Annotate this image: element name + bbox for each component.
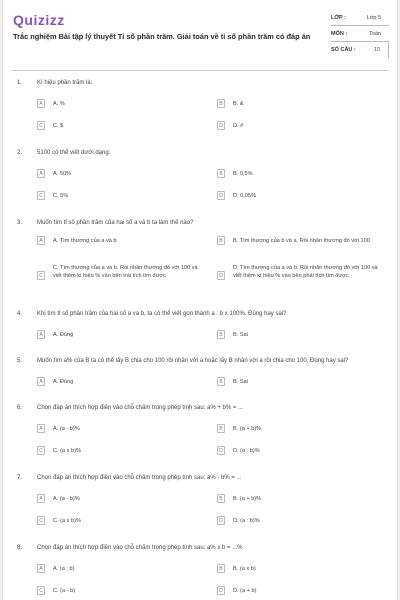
question-number: 8. <box>17 545 23 551</box>
option-letter-box[interactable]: D <box>217 586 225 595</box>
question-text: Muốn tìm a% của B ta có thể lấy B chia cho 100 rồi nhân với a hoặc lấy B nhân với a rồi chia cho 100. Đúng hay sai? <box>37 358 349 364</box>
option-letter-box[interactable]: B <box>217 564 225 573</box>
option-text: C. $ <box>53 123 64 129</box>
option-text: C. Tìm thương của a và b. Rồi nhân thương đó với 100 và viết thêm kí hiệu % vào bên trái tích tìm được <box>53 265 198 279</box>
option-text: A. (a - b)% <box>53 496 80 502</box>
question-number: 3. <box>17 220 23 226</box>
option-text: A. Đúng <box>53 332 74 338</box>
option-text: B. & <box>233 101 244 107</box>
option-letter-box[interactable]: A <box>37 564 45 573</box>
option-letter-box[interactable]: B <box>217 494 225 503</box>
option-text: B. 0,5% <box>233 171 253 177</box>
meta-row-count <box>331 42 389 58</box>
meta-box <box>331 10 389 58</box>
question-text: Khi tìm tỉ số phần trăm của hai số a và b, ta có thể viết gọn thành a : b x 100%. Đúng hay sai? <box>37 311 287 317</box>
question-text: 5100 có thể viết dưới dạng: <box>37 150 111 156</box>
option-letter-box[interactable]: A <box>37 494 45 503</box>
option-text: B. Sai <box>233 379 248 385</box>
header-divider <box>11 70 389 71</box>
option-letter-box[interactable]: D <box>217 271 225 280</box>
question-number: 7. <box>17 475 23 481</box>
option-text: A. (a : b) <box>53 566 75 572</box>
meta-label: SỐ CÂU : <box>331 47 356 53</box>
option-text: B. Sai <box>233 332 248 338</box>
option-letter-box[interactable]: C <box>37 191 45 200</box>
option-text: D. 0,05% <box>233 193 257 199</box>
option-letter-box[interactable]: B <box>217 236 225 245</box>
question-text: Chọn đáp án thích hợp điền vào chỗ chấm trong phép tính sau: a% - b% = ... <box>37 475 242 481</box>
option-text: D. # <box>233 123 244 129</box>
meta-label: LỚP : <box>331 15 346 21</box>
question-number: 4. <box>17 311 23 317</box>
question-number: 6. <box>17 405 23 411</box>
question-number: 2. <box>17 150 23 156</box>
quizizz-logo: Quizizz <box>13 12 65 28</box>
option-letter-box[interactable]: B <box>217 330 225 339</box>
option-letter-box[interactable]: C <box>37 271 45 280</box>
option-text: D. Tìm thương của a và b. Rồi nhân thương đó với 100 và viết thêm kí hiệu % vào bên phải tích tìm được <box>233 265 378 279</box>
option-letter-box[interactable]: B <box>217 99 225 108</box>
option-letter-box[interactable]: D <box>217 446 225 455</box>
option-text: B. (a + b)% <box>233 496 262 502</box>
option-text: C. (a x b)% <box>53 448 81 454</box>
meta-label: MÔN : <box>331 31 348 37</box>
meta-row-grade <box>331 10 389 26</box>
option-letter-box[interactable]: A <box>37 424 45 433</box>
option-letter-box[interactable]: C <box>37 446 45 455</box>
worksheet-page <box>2 0 398 600</box>
question-text: Chọn đáp án thích hợp điền vào chỗ chấm trong phép tính sau: a% x b = ...% <box>37 545 243 551</box>
option-text: D. (a : b)% <box>233 448 260 454</box>
option-letter-box[interactable]: A <box>37 330 45 339</box>
option-letter-box[interactable]: A <box>37 236 45 245</box>
worksheet-header <box>11 10 389 62</box>
question-text: Chọn đáp án thích hợp điền vào chỗ chấm trong phép tính sau: a% + b% = ... <box>37 405 244 411</box>
option-letter-box[interactable]: C <box>37 586 45 595</box>
option-text: A. Tìm thương của a và b <box>53 238 117 244</box>
option-letter-box[interactable]: B <box>217 377 225 386</box>
meta-value: 10 <box>373 47 380 53</box>
option-text: A. (a - b)% <box>53 426 80 432</box>
meta-value: Lớp 5 <box>366 15 381 21</box>
option-letter-box[interactable]: A <box>37 99 45 108</box>
option-letter-box[interactable]: D <box>217 191 225 200</box>
option-text: B. Tìm thương của b và a. Rồi nhân thương đó với 100 <box>233 238 370 244</box>
option-letter-box[interactable]: C <box>37 516 45 525</box>
option-text: D. (a : b)% <box>233 518 260 524</box>
option-letter-box[interactable]: C <box>37 121 45 130</box>
option-text: D. (a + b) <box>233 588 257 594</box>
option-text: B. (a x b) <box>233 566 256 572</box>
meta-value: Toán <box>369 31 381 37</box>
worksheet-title: Trắc nghiệm Bài tập lý thuyết Tỉ số phần trăm. Giải toán về tỉ số phần trăm có đáp án <box>13 32 311 41</box>
option-text: A. 50% <box>53 171 72 177</box>
option-text: C. (a x b)% <box>53 518 81 524</box>
option-letter-box[interactable]: B <box>217 169 225 178</box>
meta-row-subject <box>331 26 389 42</box>
option-letter-box[interactable]: D <box>217 121 225 130</box>
option-text: B. (a + b)% <box>233 426 262 432</box>
option-letter-box[interactable]: A <box>37 377 45 386</box>
option-letter-box[interactable]: B <box>217 424 225 433</box>
question-number: 5. <box>17 358 23 364</box>
option-text: C. 5% <box>53 193 69 199</box>
question-number: 1. <box>17 80 23 86</box>
option-text: A. Đúng <box>53 379 74 385</box>
question-text: Kí hiệu phần trăm là: <box>37 80 93 86</box>
question-text: Muốn tìm tỉ số phần trăm của hai số a và b ta làm thế nào? <box>37 220 194 226</box>
option-letter-box[interactable]: D <box>217 516 225 525</box>
option-text: A. % <box>53 101 65 107</box>
option-text: C. (a - b) <box>53 588 76 594</box>
option-letter-box[interactable]: A <box>37 169 45 178</box>
